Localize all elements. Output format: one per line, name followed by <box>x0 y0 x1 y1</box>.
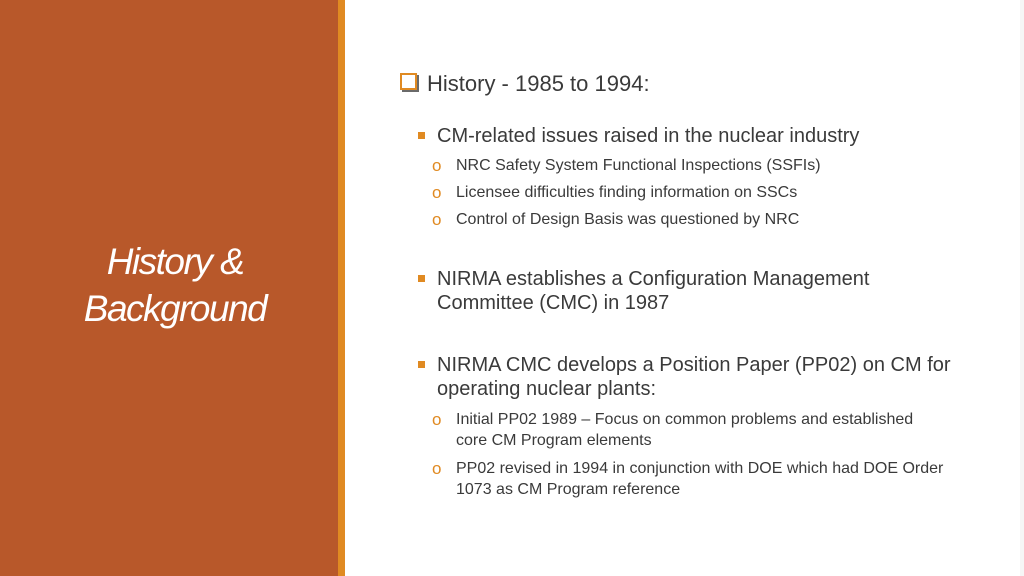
checkbox-bullet-icon <box>400 73 417 90</box>
sub-bullet-item <box>432 409 916 451</box>
circle-bullet-icon: o <box>432 410 442 429</box>
square-bullet-icon <box>418 275 425 282</box>
circle-bullet-icon: o <box>432 183 442 202</box>
sub-bullet-item <box>432 209 956 230</box>
section-heading <box>400 70 650 98</box>
bullet-item <box>418 124 957 148</box>
bullet-text: NIRMA CMC develops a Position Paper (PP02) on CM for operating nuclear plants: <box>437 354 951 400</box>
sub-bullet-item <box>432 458 956 500</box>
sub-bullet-text: NRC Safety System Functional Inspections (SSFIs) <box>456 157 821 174</box>
slide-title-line-2: Background <box>83 288 267 329</box>
sub-bullet-item <box>432 155 956 176</box>
circle-bullet-icon: o <box>432 156 442 175</box>
bullet-item <box>418 353 957 401</box>
slide-title <box>40 238 310 332</box>
circle-bullet-icon: o <box>432 459 442 478</box>
right-edge-strip <box>1020 0 1024 576</box>
sub-bullet-text: Control of Design Basis was questioned by NRC <box>456 211 800 228</box>
slide-title-line-1: History & <box>106 241 244 282</box>
sub-bullet-text: PP02 revised in 1994 in conjunction with DOE which had DOE Order 1073 as CM Program reference <box>456 460 944 498</box>
sub-bullet-item <box>432 182 956 203</box>
square-bullet-icon <box>418 361 425 368</box>
bullet-text: NIRMA establishes a Configuration Management Committee (CMC) in 1987 <box>437 268 870 314</box>
accent-divider <box>338 0 345 576</box>
square-bullet-icon <box>418 132 425 139</box>
circle-bullet-icon: o <box>432 210 442 229</box>
bullet-item <box>418 267 957 315</box>
sub-bullet-text: Initial PP02 1989 – Focus on common problems and established core CM Program elements <box>456 411 914 449</box>
section-heading-text: History - 1985 to 1994: <box>427 71 650 96</box>
bullet-text: CM-related issues raised in the nuclear industry <box>437 125 860 147</box>
sub-bullet-text: Licensee difficulties finding information on SSCs <box>456 184 798 201</box>
